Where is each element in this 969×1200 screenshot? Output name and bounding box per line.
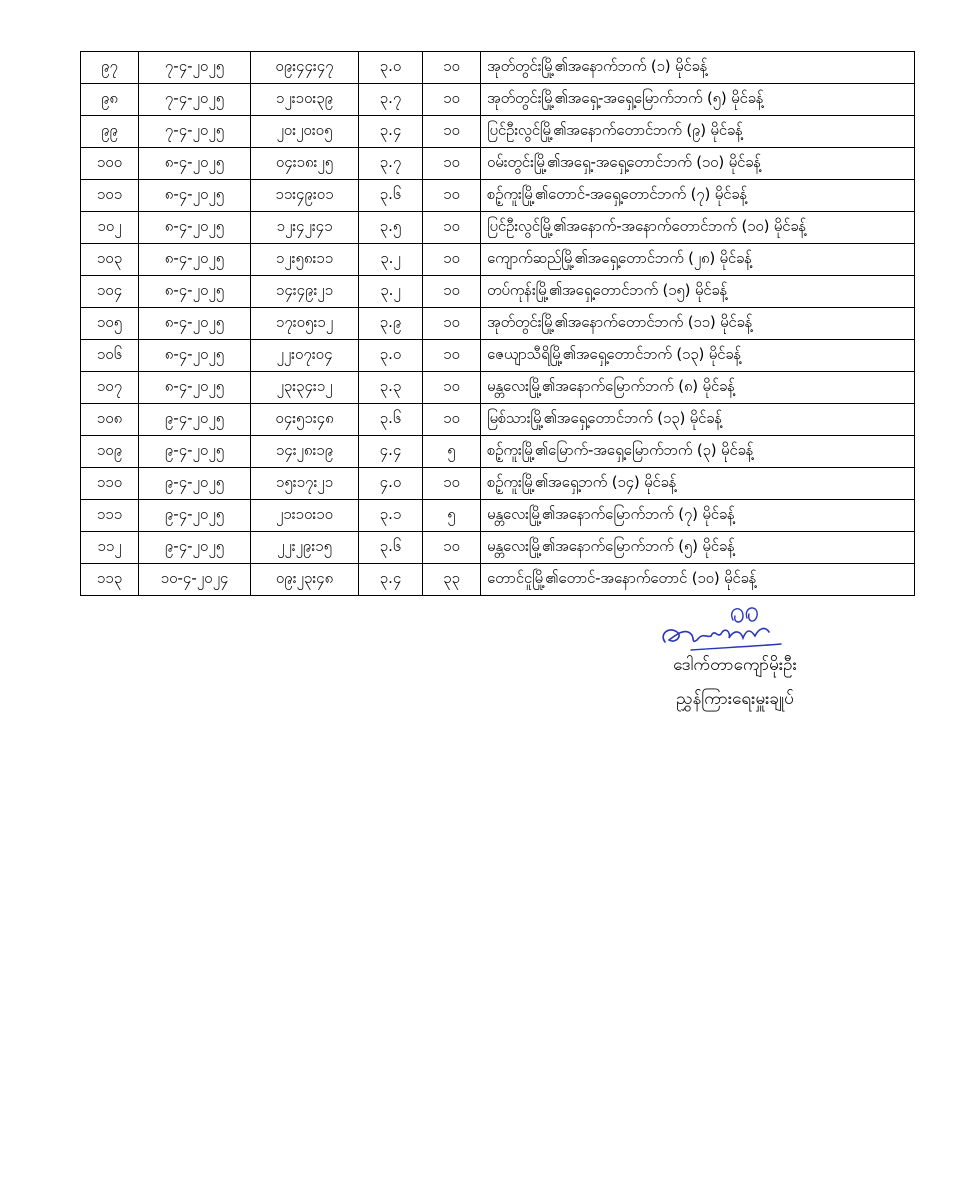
- table-body: [81, 52, 915, 596]
- cell-location: မန္တလေးမြို့၏အနောက်မြောက်ဘက် (၈) မိုင်ခန့်: [481, 372, 915, 404]
- cell-number: ၉၈: [81, 84, 139, 116]
- cell-number: ၁၁၂: [81, 532, 139, 564]
- cell-magnitude: ၃.၀: [359, 52, 423, 84]
- signatory-title: ညွှန်ကြားရေးမှူးချုပ်: [676, 689, 794, 709]
- table-row: [81, 180, 915, 212]
- cell-number: ၁၁၀: [81, 468, 139, 500]
- cell-date: ၁၀-၄-၂၀၂၄: [139, 564, 251, 596]
- cell-number: ၁၀၄: [81, 276, 139, 308]
- cell-location: ကျောက်ဆည်မြို့၏အရှေ့တောင်ဘက် (၂၈) မိုင်ခန့်: [481, 244, 915, 276]
- cell-date: ၉-၄-၂၀၂၅: [139, 404, 251, 436]
- cell-magnitude: ၄.၄: [359, 436, 423, 468]
- cell-magnitude: ၃.၆: [359, 532, 423, 564]
- table-row: [81, 52, 915, 84]
- cell-depth: ၁၀: [423, 308, 481, 340]
- cell-depth: ၅: [423, 436, 481, 468]
- cell-location: ဝမ်းတွင်းမြို့၏အရှေ့-အရှေ့တောင်ဘက် (၁၀) မိုင်ခန့်: [481, 148, 915, 180]
- cell-date: ၇-၄-၂၀၂၅: [139, 84, 251, 116]
- cell-time: ၂၃း၃၄း၁၂: [251, 372, 359, 404]
- cell-magnitude: ၃.၁: [359, 500, 423, 532]
- cell-time: ၁၂း၅၈း၁၁: [251, 244, 359, 276]
- cell-magnitude: ၃.၂: [359, 244, 423, 276]
- cell-date: ၈-၄-၂၀၂၅: [139, 340, 251, 372]
- cell-time: ၁၄း၂၈း၁၉: [251, 436, 359, 468]
- cell-date: ၈-၄-၂၀၂၅: [139, 212, 251, 244]
- cell-magnitude: ၃.၇: [359, 84, 423, 116]
- cell-time: ၁၄း၄၉း၂၁: [251, 276, 359, 308]
- cell-time: ၁၂း၄၂း၄၁: [251, 212, 359, 244]
- cell-number: ၁၁၃: [81, 564, 139, 596]
- cell-magnitude: ၄.၀: [359, 468, 423, 500]
- cell-time: ၂၁း၁၀း၁၀: [251, 500, 359, 532]
- table-row: [81, 148, 915, 180]
- cell-number: ၁၁၁: [81, 500, 139, 532]
- cell-depth: ၁၀: [423, 116, 481, 148]
- table-row: [81, 372, 915, 404]
- cell-time: ၁၂း၁၀း၃၉: [251, 84, 359, 116]
- cell-magnitude: ၃.၄: [359, 564, 423, 596]
- cell-depth: ၁၀: [423, 468, 481, 500]
- cell-depth: ၃၃: [423, 564, 481, 596]
- table-row: [81, 500, 915, 532]
- earthquake-table: [80, 51, 915, 596]
- cell-date: ၈-၄-၂၀၂၅: [139, 148, 251, 180]
- table-row: [81, 84, 915, 116]
- cell-location: ပြင်ဦးလွင်မြို့၏အနောက်တောင်ဘက် (၉) မိုင်ခန့်: [481, 116, 915, 148]
- cell-date: ၉-၄-၂၀၂၅: [139, 436, 251, 468]
- cell-depth: ၁၀: [423, 404, 481, 436]
- cell-magnitude: ၃.၉: [359, 308, 423, 340]
- table-row: [81, 436, 915, 468]
- cell-magnitude: ၃.၆: [359, 404, 423, 436]
- cell-number: ၁၀၅: [81, 308, 139, 340]
- table-row: [81, 244, 915, 276]
- table-row: [81, 404, 915, 436]
- cell-depth: ၁၀: [423, 148, 481, 180]
- cell-magnitude: ၃.၃: [359, 372, 423, 404]
- table-row: [81, 468, 915, 500]
- cell-magnitude: ၃.၅: [359, 212, 423, 244]
- cell-number: ၉၉: [81, 116, 139, 148]
- cell-depth: ၁၀: [423, 532, 481, 564]
- cell-location: မန္တလေးမြို့၏အနောက်မြောက်ဘက် (၇) မိုင်ခန့်: [481, 500, 915, 532]
- cell-depth: ၁၀: [423, 180, 481, 212]
- table-row: [81, 212, 915, 244]
- cell-date: ၉-၄-၂၀၂၅: [139, 468, 251, 500]
- cell-number: ၁၀၉: [81, 436, 139, 468]
- table-row: [81, 340, 915, 372]
- cell-time: ၀၉း၂၃း၄၈: [251, 564, 359, 596]
- cell-location: မန္တလေးမြို့၏အနောက်မြောက်ဘက် (၅) မိုင်ခန့်: [481, 532, 915, 564]
- cell-location: အုတ်တွင်းမြို့၏အနောက်ဘက် (၁) မိုင်ခန့်: [481, 52, 915, 84]
- cell-location: စဥ့်ကူးမြို့၏အရှေ့ဘက် (၁၄) မိုင်ခန့်: [481, 468, 915, 500]
- cell-number: ၁၀၁: [81, 180, 139, 212]
- cell-location: အုတ်တွင်းမြို့၏အနောက်တောင်ဘက် (၁၁) မိုင်ခန့်: [481, 308, 915, 340]
- cell-magnitude: ၃.၆: [359, 180, 423, 212]
- table-row: [81, 276, 915, 308]
- cell-date: ၈-၄-၂၀၂၅: [139, 276, 251, 308]
- cell-date: ၇-၄-၂၀၂၅: [139, 116, 251, 148]
- table-row: [81, 116, 915, 148]
- cell-time: ၂၀း၂၀း၀၅: [251, 116, 359, 148]
- cell-date: ၉-၄-၂၀၂၅: [139, 532, 251, 564]
- handwritten-signature: [655, 598, 785, 660]
- cell-location: အုတ်တွင်းမြို့၏အရှေ့-အရှေ့မြောက်ဘက် (၅) မိုင်ခန့်: [481, 84, 915, 116]
- cell-depth: ၁၀: [423, 276, 481, 308]
- cell-time: ၂၂း၂၉း၁၅: [251, 532, 359, 564]
- cell-magnitude: ၃.၀: [359, 340, 423, 372]
- cell-time: ၁၁း၄၉း၀၁: [251, 180, 359, 212]
- cell-depth: ၁၀: [423, 52, 481, 84]
- cell-date: ၉-၄-၂၀၂၅: [139, 500, 251, 532]
- cell-depth: ၁၀: [423, 244, 481, 276]
- cell-number: ၉၇: [81, 52, 139, 84]
- table-row: [81, 308, 915, 340]
- cell-number: ၁၀၃: [81, 244, 139, 276]
- cell-location: တပ်ကုန်းမြို့၏အရှေ့တောင်ဘက် (၁၅) မိုင်ခန့်: [481, 276, 915, 308]
- cell-depth: ၁၀: [423, 372, 481, 404]
- cell-magnitude: ၃.၇: [359, 148, 423, 180]
- cell-time: ၀၉း၄၄း၄၇: [251, 52, 359, 84]
- cell-magnitude: ၃.၂: [359, 276, 423, 308]
- cell-time: ၁၇း၀၅း၁၂: [251, 308, 359, 340]
- cell-number: ၁၀၆: [81, 340, 139, 372]
- cell-number: ၁၀၈: [81, 404, 139, 436]
- cell-time: ၁၅း၁၇း၂၁: [251, 468, 359, 500]
- cell-magnitude: ၃.၄: [359, 116, 423, 148]
- table-row: [81, 532, 915, 564]
- cell-date: ၈-၄-၂၀၂၅: [139, 244, 251, 276]
- cell-location: ပြင်ဦးလွင်မြို့၏အနောက်-အနောက်တောင်ဘက် (၁၀) မိုင်ခန့်: [481, 212, 915, 244]
- cell-date: ၈-၄-၂၀၂၅: [139, 180, 251, 212]
- signatory-name: ဒေါက်တာကျော်မိုးဦး: [673, 655, 797, 675]
- cell-date: ၈-၄-၂၀၂၅: [139, 372, 251, 404]
- cell-time: ၀၄း၁၈း၂၅: [251, 148, 359, 180]
- cell-depth: ၁၀: [423, 340, 481, 372]
- cell-location: ဇေယျာသီရိမြို့၏အရှေ့တောင်ဘက် (၁၃) မိုင်ခန့်: [481, 340, 915, 372]
- cell-location: စဥ့်ကူးမြို့၏မြောက်-အရှေ့မြောက်ဘက် (၃) မိုင်ခန့်: [481, 436, 915, 468]
- cell-time: ၂၂း၀၇း၀၄: [251, 340, 359, 372]
- cell-date: ၇-၄-၂၀၂၅: [139, 52, 251, 84]
- cell-location: တောင်ငူမြို့၏တောင်-အနောက်တောင် (၁၀) မိုင်ခန့်: [481, 564, 915, 596]
- cell-depth: ၁၀: [423, 212, 481, 244]
- cell-date: ၈-၄-၂၀၂၅: [139, 308, 251, 340]
- cell-number: ၁၀၇: [81, 372, 139, 404]
- table-row: [81, 564, 915, 596]
- cell-depth: ၁၀: [423, 84, 481, 116]
- cell-number: ၁၀၂: [81, 212, 139, 244]
- cell-location: စဥ့်ကူးမြို့၏တောင်-အရှေ့တောင်ဘက် (၇) မိုင်ခန့်: [481, 180, 915, 212]
- cell-number: ၁၀၀: [81, 148, 139, 180]
- cell-location: မြစ်သားမြို့၏အရှေ့တောင်ဘက် (၁၃) မိုင်ခန့်: [481, 404, 915, 436]
- cell-time: ၀၄း၅၁း၄၈: [251, 404, 359, 436]
- cell-depth: ၅: [423, 500, 481, 532]
